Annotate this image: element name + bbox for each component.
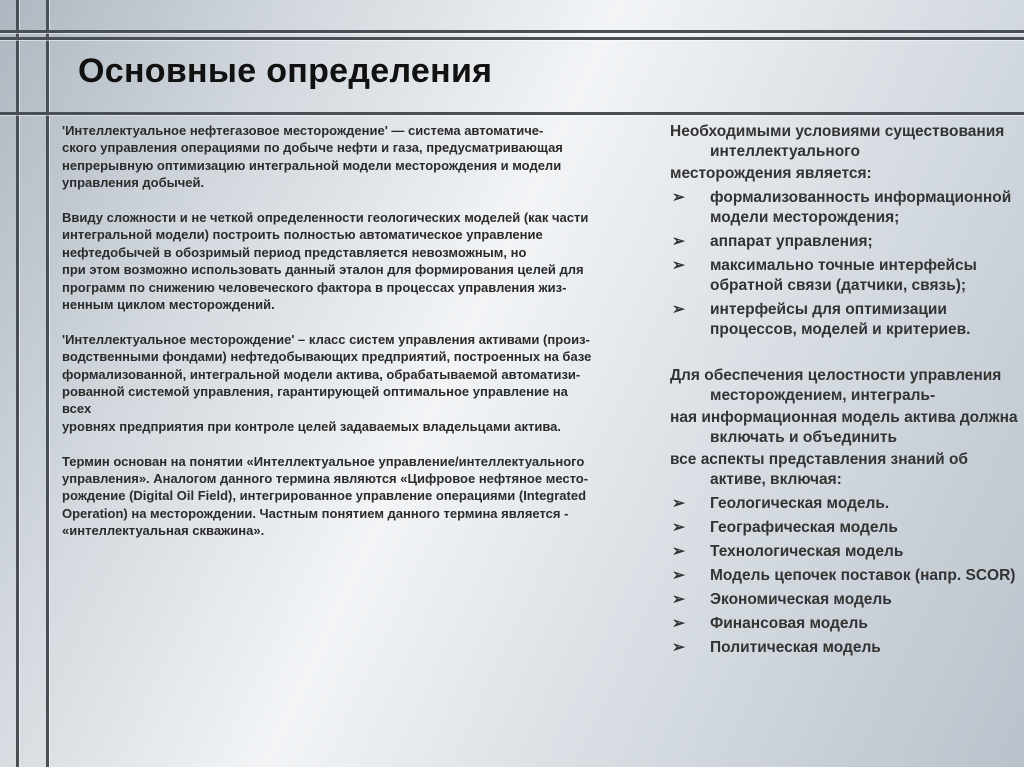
arrow-bullet-icon: ➢ <box>672 519 685 536</box>
list-item-text: Технологическая модель <box>710 543 904 560</box>
list-item <box>670 518 1020 538</box>
definition-paragraph-4: Термин основан на понятии «Интеллектуальное управление/интеллектуального управления». Аналогом данного термина являются «Цифровое нефтяное место- рождение (Digital Oil Field), интегрированное управление операциями (Integrated Operation) на месторождении. Частным понятием данного термина является - «интеллектуальная скважина». <box>62 453 589 539</box>
list-item-text: Экономическая модель <box>710 591 892 608</box>
list-item-text: Геологическая модель. <box>710 495 890 512</box>
models-intro-line-3: все аспекты представления знаний об активе, включая: <box>670 451 969 488</box>
frame-line-left-outer <box>16 0 19 767</box>
list-item <box>670 494 1020 514</box>
frame-line-top-lower <box>0 37 1024 40</box>
slide-title: Основные определения <box>78 52 493 90</box>
list-item-text: аппарат управления; <box>710 233 873 250</box>
arrow-bullet-icon: ➢ <box>672 233 685 250</box>
arrow-bullet-icon: ➢ <box>672 257 685 274</box>
list-item <box>670 566 1020 586</box>
list-item-text: формализованность информационной модели месторождения; <box>710 189 1012 226</box>
spacer <box>670 340 1020 366</box>
models-intro-line-2: ная информационная модель актива должна включать и объединить <box>670 409 1018 446</box>
list-item <box>670 590 1020 610</box>
list-item <box>670 256 1020 296</box>
conditions-intro-line-1: Необходимыми условиями существования интеллектуального <box>670 123 1005 160</box>
list-item <box>670 542 1020 562</box>
models-list <box>670 494 1020 658</box>
arrow-bullet-icon: ➢ <box>672 615 685 632</box>
definition-paragraph-1: 'Интеллектуальное нефтегазовое месторождение' — система автоматиче- ского управления операциями по добыче нефти и газа, предусматривающая непрерывную оптимизацию интегральной модели месторождения и модели управления добычей. <box>62 123 563 191</box>
list-item-text: Финансовая модель <box>710 615 868 632</box>
conditions-column <box>670 122 1020 658</box>
list-item <box>670 188 1020 228</box>
definition-paragraph-2: Ввиду сложности и не четкой определенности геологических моделей (как части интегральной модели) построить полностью автоматическое управление нефтедобычей в обозримый период представляется невозможным, но при этом возможно использовать данный эталон для формирования целей для программ по снижению человеческого фактора в процессах управления жиз- ненным циклом месторождений. <box>62 210 589 313</box>
frame-line-title-divider <box>0 112 1024 115</box>
definition-paragraph-3: 'Интеллектуальное месторождение' – класс систем управления активами (произ- водственными фондами) нефтедобывающих предприятий, построенных на базе формализованной, интегральной модели актива, обрабатываемой автоматизи- рованной системой управления, гарантирующей оптимальное управление на всех уровнях предприятия при контроле целей задаваемых владельцами актива. <box>62 331 592 434</box>
list-item-text: интерфейсы для оптимизации процессов, моделей и критериев. <box>710 301 971 338</box>
models-intro-line-1: Для обеспечения целостности управления месторождением, интеграль- <box>670 367 1002 404</box>
definitions-column <box>62 122 642 557</box>
list-item <box>670 232 1020 252</box>
conditions-intro-line-2: месторождения является: <box>670 165 872 182</box>
list-item <box>670 614 1020 634</box>
list-item-text: Политическая модель <box>710 639 881 656</box>
list-item-text: Модель цепочек поставок (напр. SCOR) <box>710 567 1016 584</box>
arrow-bullet-icon: ➢ <box>672 495 685 512</box>
list-item-text: максимально точные интерфейсы обратной связи (датчики, связь); <box>710 257 977 294</box>
frame-line-top-upper <box>0 30 1024 33</box>
list-item <box>670 300 1020 340</box>
arrow-bullet-icon: ➢ <box>672 567 685 584</box>
arrow-bullet-icon: ➢ <box>672 189 685 206</box>
conditions-list <box>670 188 1020 340</box>
arrow-bullet-icon: ➢ <box>672 301 685 318</box>
list-item-text: Географическая модель <box>710 519 898 536</box>
list-item <box>670 638 1020 658</box>
arrow-bullet-icon: ➢ <box>672 639 685 656</box>
frame-line-left-inner <box>46 0 49 767</box>
arrow-bullet-icon: ➢ <box>672 543 685 560</box>
arrow-bullet-icon: ➢ <box>672 591 685 608</box>
